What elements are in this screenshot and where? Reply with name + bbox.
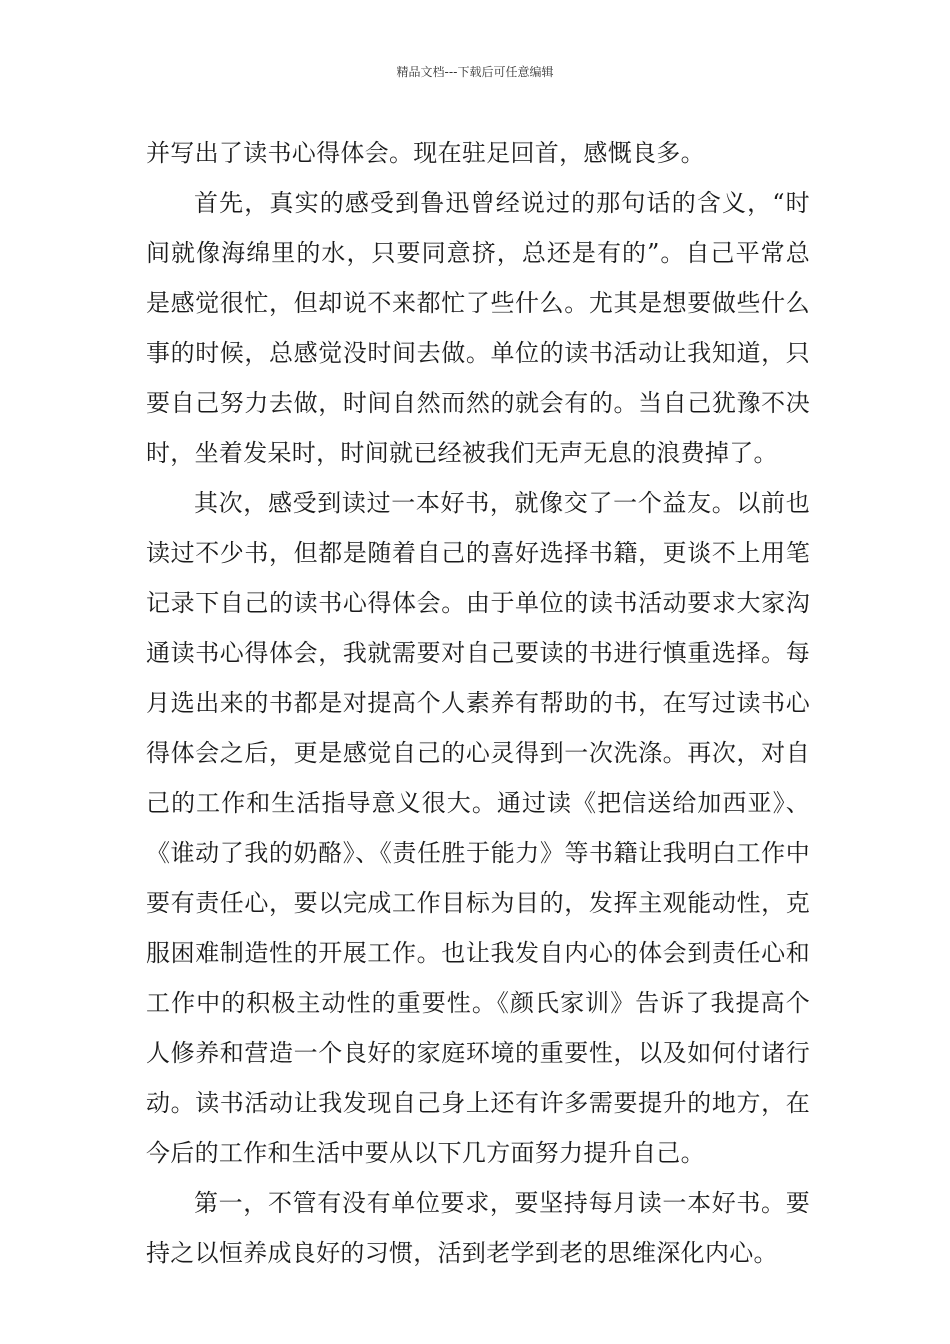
- paragraph-second-point: 其次，感受到读过一本好书，就像交了一个益友。以前也读过不少书，但都是随着自己的喜好选择书籍，更谈不上用笔记录下自己的读书心得体会。由于单位的读书活动要求大家沟通读书心得体会，我就需要对自己要读的书进行慎重选择。每月选出来的书都是对提高个人素养有帮助的书，在写过读书心得体会之后，更是感觉自己的心灵得到一次洗涤。再次，对自己的工作和生活指导意义很大。通过读《把信送给加西亚》、《谁动了我的奶酪》、《责任胜于能力》等书籍让我明白工作中要有责任心，要以完成工作目标为目的，发挥主观能动性，克服困难制造性的开展工作。也让我发自内心的体会到责任心和工作中的积极主动性的重要性。《颜氏家训》告诉了我提高个人修养和营造一个良好的家庭环境的重要性，以及如何付诸行动。读书活动让我发现自己身上还有许多需要提升的地方，在今后的工作和生活中要从以下几方面努力提升自己。: [146, 489, 810, 1167]
- document-body: [146, 128, 810, 1278]
- paragraph-continuation: 并写出了读书心得体会。现在驻足回首，感慨良多。: [146, 139, 705, 167]
- page-header: 精品文档---下载后可任意编辑: [396, 65, 554, 79]
- paragraph-first-point: 首先，真实的感受到鲁迅曾经说过的那句话的含义，“时间就像海绵里的水，只要同意挤，总还是有的”。自己平常总是感觉很忙，但却说不来都忙了些什么。尤其是想要做些什么事的时候，总感觉没时间去做。单位的读书活动让我知道，只要自己努力去做，时间自然而然的就会有的。当自己犹豫不决时，坐着发呆时，时间就已经被我们无声无息的浪费掉了。: [146, 189, 810, 467]
- paragraph-resolution-one: 第一，不管有没有单位要求，要坚持每月读一本好书。要持之以恒养成良好的习惯，活到老学到老的思维深化内心。: [146, 1189, 810, 1267]
